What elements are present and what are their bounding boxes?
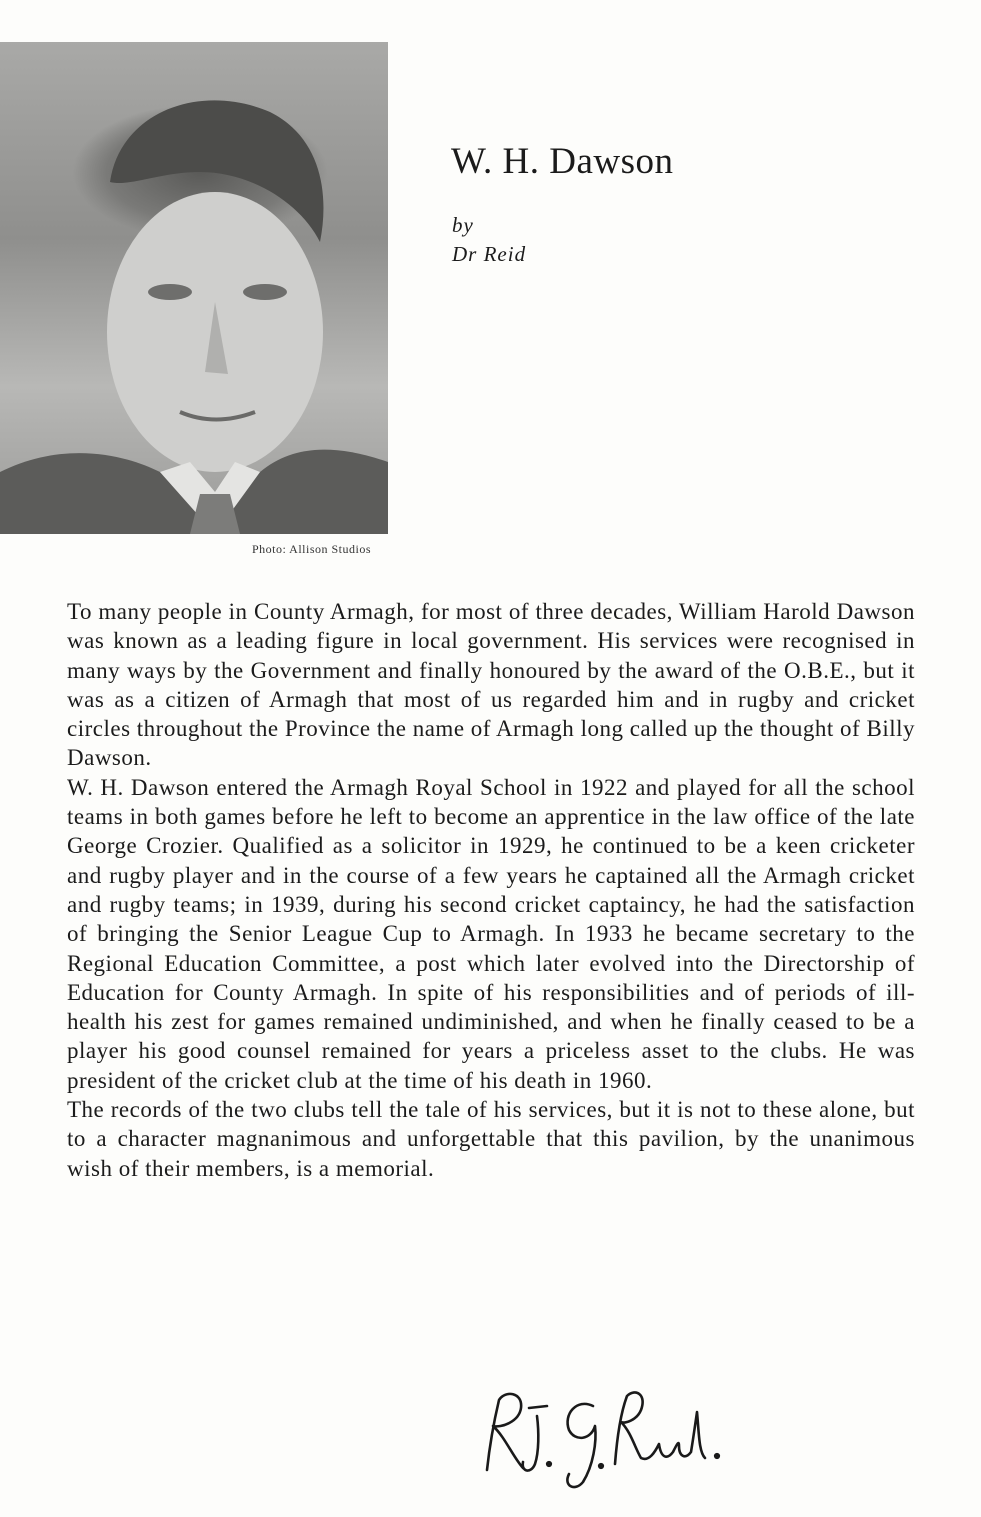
paragraph-3: The records of the two clubs tell the tale of his services, but it is not to these alone, but to a character magnanimous and unforgettable that this pavilion, by the unanimous wish of their members, is a memorial. [67,1097,915,1181]
photo-credit: Photo: Allison Studios [251,542,371,556]
paragraph-2: W. H. Dawson entered the Armagh Royal School in 1922 and played for all the school teams in both games before he left to become an apprentice in the law office of the late George Crozier. Qualified as a solicitor in 1929, he continued to be a keen cricketer and rugby player and in the course of a few years he captained all the Armagh cricket and rugby teams; in 1939, during his second cricket captaincy, he had the satisfaction of bringing the Senior League Cup to Armagh. In 1933 he became secretary to the Regional Education Committee, a post which later evolved into the Directorship of Education for County Armagh. In spite of his responsibilities and of periods of ill-health his zest for games remained undiminished, and when he finally ceased to be a player his good counsel remained for years a priceless asset to the clubs. He was president of the cricket club at the time of his death in 1960. [67,774,915,1093]
portrait-photo [0,42,388,534]
photo-caption [0,542,388,557]
article-title: W. H. Dawson [451,141,674,182]
article-body [67,597,915,1183]
paragraph-1: To many people in County Armagh, for most of three decades, William Harold Dawson was known as a leading figure in local government. His services were recognised in many ways by the Government and finally honoured by the award of the O.B.E., but it was as a citizen of Armagh that most of us regarded him and in rugby and cricket circles throughout the Province the name of Armagh long called up the thought of Billy Dawson. [67,599,915,771]
portrait-illustration [0,42,388,534]
byline [452,211,526,269]
byline-by: by [452,213,474,237]
handwritten-signature [465,1382,725,1497]
signature-mark [465,1382,725,1492]
byline-author: Dr Reid [452,242,527,266]
